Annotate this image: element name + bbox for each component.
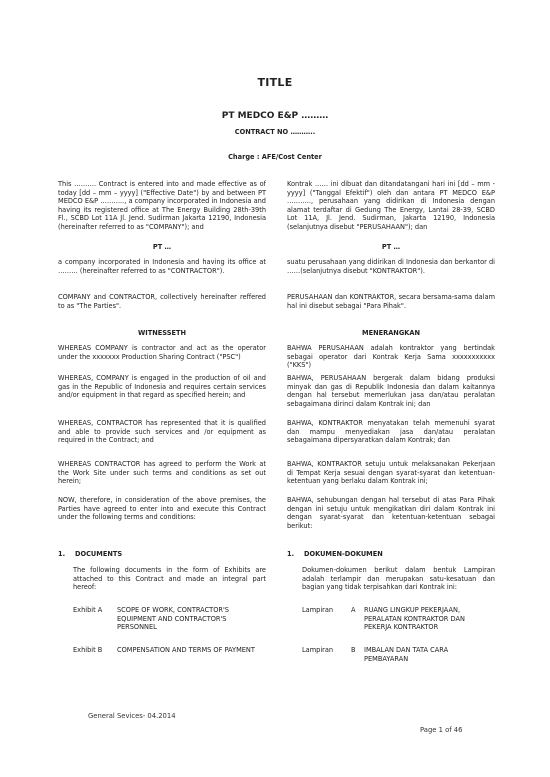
lampiran-a-key: Lampiran <box>302 606 334 614</box>
party-english: a company incorporated in Indonesia and having its office at ……… (hereinafter referred to as "CONTRACTOR"). <box>58 258 266 275</box>
section-title: DOCUMENTS <box>75 550 123 558</box>
lampiran-b-key: Lampiran <box>302 646 334 654</box>
footer-revision: General Sevices- 04.2014 <box>88 712 176 720</box>
exhibit-a-description: SCOPE OF WORK, CONTRACTOR'S EQUIPMENT AND CONTRACTOR'S PERSONNEL <box>117 606 229 632</box>
document-title: TITLE <box>257 76 293 89</box>
lampiran-a-description: RUANG LINGKUP PEKERJAAN, PERALATAN KONTRAKTOR DAN PEKERJA KONTRAKTOR <box>364 606 465 632</box>
exhibit-a-key: Exhibit A <box>73 606 103 614</box>
recital-english: WHEREAS, COMPANY is engaged in the production of oil and gas in the Republic of Indonesia and requires certain services and/or equipment in that regard as specified herein; and <box>58 374 266 400</box>
recital-indonesian: BAHWA, PERUSAHAAN bergerak dalam bidang produksi minyak dan gas di Republik Indonesia dan dalam kaitannya dengan hal tersebut memerlukan jasa dan/atau peralatan sebagaimana dirinci dalam Kontrak ini; dan <box>287 374 495 408</box>
section-1-heading-english <box>58 550 266 559</box>
contract-number: CONTRACT NO ……….. <box>234 128 316 136</box>
recital-indonesian: BAHWA, KONTRAKTOR setuju untuk melaksanakan Pekerjaan di Tempat Kerja sesuai dengan syarat-syarat dan ketentuan-ketentuan yang berlaku dalam Kontrak ini; <box>287 460 495 486</box>
company-name: PT MEDCO E&P ……… <box>221 111 329 121</box>
lampiran-b-letter: B <box>351 646 356 654</box>
section-1-heading-indonesian <box>287 550 495 559</box>
party-label-indonesian: PT … <box>381 243 401 251</box>
intro-indonesian: Kontrak …… ini dibuat dan ditandatangani hari ini [dd – mm - yyyy] ("Tanggal Efektif") oleh dan antara PT MEDCO E&P ……….., perusahaan yang didirikan di Indonesia dengan alamat terdaftar di Gedung The Energy, Lantai 28-39, SCBD Lot 11A, Jl. Jend. Sudirman, Jakarta 12190, Indonesia (selanjutnya disebut "PERUSAHAAN"); dan <box>287 180 495 231</box>
parties-english: COMPANY and CONTRACTOR, collectively hereinafter reffered to as "The Parties". <box>58 293 266 310</box>
section-number: 1. <box>58 550 66 558</box>
witnesseth-heading: WITNESSETH <box>138 329 186 337</box>
recital-indonesian: BAHWA PERUSAHAAN adalah kontraktor yang bertindak sebagai operator dari Kontrak Kerja Sama xxxxxxxxxxx ("KKS") <box>287 344 495 370</box>
menerangkan-heading: MENERANGKAN <box>362 329 420 337</box>
lampiran-a-letter: A <box>351 606 356 614</box>
recital-english: WHEREAS, CONTRACTOR has represented that it is qualified and able to provide such services and /or equipment as required in the Contract; and <box>58 419 266 445</box>
charge-line: Charge : AFE/Cost Center <box>228 153 322 161</box>
recital-english: NOW, therefore, in consideration of the above premises, the Parties have agreed to enter into and execute this Contract under the following terms and conditions: <box>58 496 266 522</box>
section-title: DOKUMEN-DOKUMEN <box>304 550 383 558</box>
recital-english: WHEREAS COMPANY is contractor and act as the operator under the xxxxxxx Production Sharing Contract ("PSC") <box>58 344 266 361</box>
party-indonesian: suatu perusahaan yang didirikan di Indonesia dan berkantor di ……(selanjutnya disebut "KONTRAKTOR"). <box>287 258 495 275</box>
recital-indonesian: BAHWA, KONTRAKTOR menyatakan telah memenuhi syarat dan mampu menyediakan jasa dan/atau peralatan sebagaimana dipersyaratkan dalam Kontrak; dan <box>287 419 495 445</box>
exhibit-b-description: COMPENSATION AND TERMS OF PAYMENT <box>117 646 255 654</box>
lampiran-b-description: IMBALAN DAN TATA CARA PEMBAYARAN <box>364 646 449 663</box>
page-number: Page 1 of 46 <box>420 726 463 734</box>
section-1-text-indonesian: Dokumen-dokumen berikut dalam bentuk Lampiran adalah terlampir dan merupakan satu-kesatuan dan bagian yang tidak terpisahkan dari Kontrak ini: <box>302 566 495 592</box>
party-label-english: PT … <box>152 243 172 251</box>
parties-indonesian: PERUSAHAAN dan KONTRAKTOR, secara bersama-sama dalam hal ini disebut sebagai "Para Pihak". <box>287 293 495 310</box>
intro-english: This ………. Contract is entered into and made effective as of today [dd – mm – yyyy] ("Effective Date") by and between PT MEDCO E&P ……….., a company incorporated in Indonesia and having its registered office at The Energy Building 28th-39th Fl., SCBD Lot 11A Jl. Jend. Sudirman Jakarta 12190, Indonesia (hereinafter referred to as "COMPANY"); and <box>58 180 266 231</box>
recital-indonesian: BAHWA, sehubungan dengan hal tersebut di atas Para Pihak dengan ini setuju untuk mengikatkan diri dalam Kontrak ini dengan syarat-syarat dan ketentuan-ketentuan sebagai berikut: <box>287 496 495 530</box>
exhibit-b-key: Exhibit B <box>73 646 103 654</box>
section-number: 1. <box>287 550 295 558</box>
recital-english: WHEREAS CONTRACTOR has agreed to perform the Work at the Work Site under such terms and conditions as set out herein; <box>58 460 266 486</box>
section-1-text-english: The following documents in the form of Exhibits are attached to this Contract and made an integral part hereof: <box>73 566 266 592</box>
